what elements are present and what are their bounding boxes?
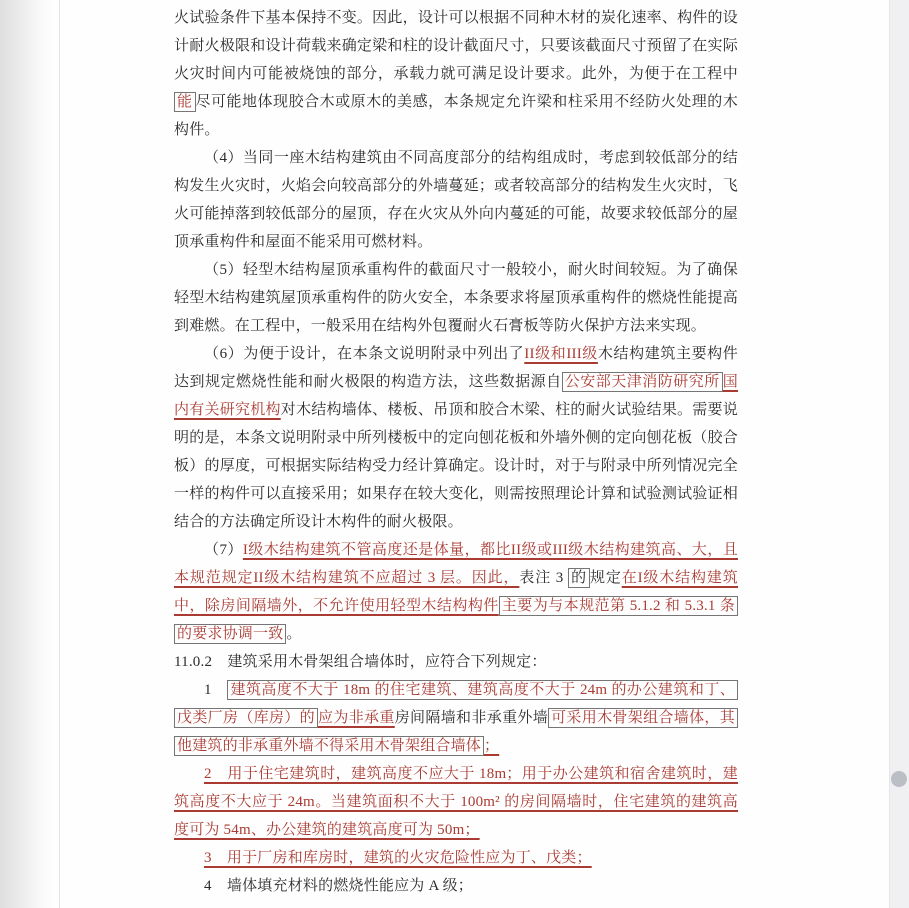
text-run: 对木结构墙体、楼板、吊顶和胶合木梁、柱的耐火试验结果。需要说明的是，本条文说明附录中所列楼板中的定向刨花板和外墙外侧的定向刨花板（胶合板）的厚度，可根据实际结构受力经计算确定。设计时，对于与附录中所列情况完全一样的构件可以直接采用；如果存在较大变化，则需按照理论计算和试验测试验证相结合的方法确定所设计木构件的耐火极限。 — [174, 402, 738, 530]
text-run: 尽可能地体现胶合木或原木的美感，本条规定允许梁和柱采用不经防火处理的木构件。 — [174, 94, 738, 138]
scroll-indicator-dot[interactable] — [891, 771, 907, 787]
text-run: （6）为便于设计，在本条文说明附录中列出了 — [204, 346, 525, 362]
boxed-revision: 能 — [174, 92, 196, 112]
boxed-text: 的 — [568, 568, 590, 588]
boxed-revision: 建筑高度不大于 18m 的住宅建筑、建筑高度不大于 24m 的办公建筑和丁、戊类厂房（库房）的 — [174, 680, 738, 728]
para-item-4 — [174, 144, 738, 256]
text-run: 1 — [204, 682, 228, 698]
page-edge-shadow — [0, 0, 60, 908]
para-item-6 — [174, 340, 738, 536]
text-run: （5）轻型木结构屋顶承重构件的截面尺寸一般较小，耐火时间较短。为了确保轻型木结构建筑屋顶承重构件的防火安全，本条要求将屋顶承重构件的燃烧性能提高到难燃。在工程中，一般采用在结构外包覆耐火石膏板等防火保护方法来实现。 — [174, 262, 738, 334]
para-clause-sub-4 — [174, 872, 738, 900]
inserted-text: 在I级木结构建筑中，除房间隔墙外，不允许使用轻型木结构构件 — [174, 570, 738, 614]
document-page — [60, 0, 890, 908]
inserted-text: ； — [484, 738, 500, 754]
para-item-7 — [174, 536, 738, 648]
boxed-revision: 公安部天津消防研究所 — [562, 372, 723, 392]
text-run: （4）当同一座木结构建筑由不同高度部分的结构组成时，考虑到较低部分的结构发生火灾时，火焰会向较高部分的外墙蔓延；或者较高部分的结构发生火灾时，飞火可能掉落到较低部分的屋顶，存在火灾从外向内蔓延的可能，故要求较低部分的屋顶承重构件和屋面不能采用可燃材料。 — [174, 150, 738, 250]
inserted-text: 应为非承重 — [318, 710, 395, 726]
text-run: 11.0.2 建筑采用木骨架组合墙体时，应符合下列规定： — [174, 654, 547, 670]
scrollbar-gutter[interactable] — [889, 0, 909, 908]
boxed-revision: 可采用木骨架组合墙体，其他建筑的非承重外墙不得采用木骨架组合墙体 — [174, 708, 738, 756]
text-run: 规定 — [589, 570, 622, 586]
document-body — [174, 4, 738, 900]
para-clause-sub-3 — [174, 844, 738, 872]
inserted-text: I级木结构建筑不管高度还是体量，都比II级或III级木结构建筑高、大，且本规范规定II级木结构建筑不应超过 3 层。因此， — [174, 542, 738, 586]
para-clause-11-0-2 — [174, 648, 738, 676]
text-run: 表注 3 — [519, 570, 569, 586]
inserted-text: 2 用于住宅建筑时，建筑高度不应大于 18m；用于办公建筑和宿舍建筑时，建筑高度不大应于 24m。当建筑面积不大于 100m² 的房间隔墙时，住宅建筑的建筑高度可为 54m、办公建筑的建筑高度可为 50m； — [174, 766, 738, 838]
inserted-text: 3 用于厂房和库房时，建筑的火灾危险性应为丁、戊类； — [204, 850, 592, 866]
para-item-5 — [174, 256, 738, 340]
text-run: （7） — [204, 542, 243, 558]
inserted-text: II级和III级 — [524, 346, 598, 362]
text-run: 。 — [286, 626, 302, 642]
text-run: 4 墙体填充材料的燃烧性能应为 A 级； — [204, 878, 474, 894]
boxed-revision: 主要为与本规范第 5.1.2 和 5.3.1 条的要求协调一致 — [174, 596, 738, 644]
para-charring-rate — [174, 4, 738, 144]
text-run: 火试验条件下基本保持不变。因此，设计可以根据不同种木材的炭化速率、构件的设计耐火极限和设计荷载来确定梁和柱的设计截面尺寸，只要该截面尺寸预留了在实际火灾时间内可能被烧蚀的部分，承载力就可满足设计要求。此外，为便于在工程中 — [174, 10, 738, 82]
text-run: 房间隔墙和非承重外墙 — [394, 710, 549, 726]
inserted-text: 国内有关研究机构 — [174, 374, 738, 418]
para-clause-sub-1 — [174, 676, 738, 760]
para-clause-sub-2 — [174, 760, 738, 844]
text-run: 木结构建筑主要构件达到规定燃烧性能和耐火极限的构造方法，这些数据源自 — [174, 346, 738, 390]
